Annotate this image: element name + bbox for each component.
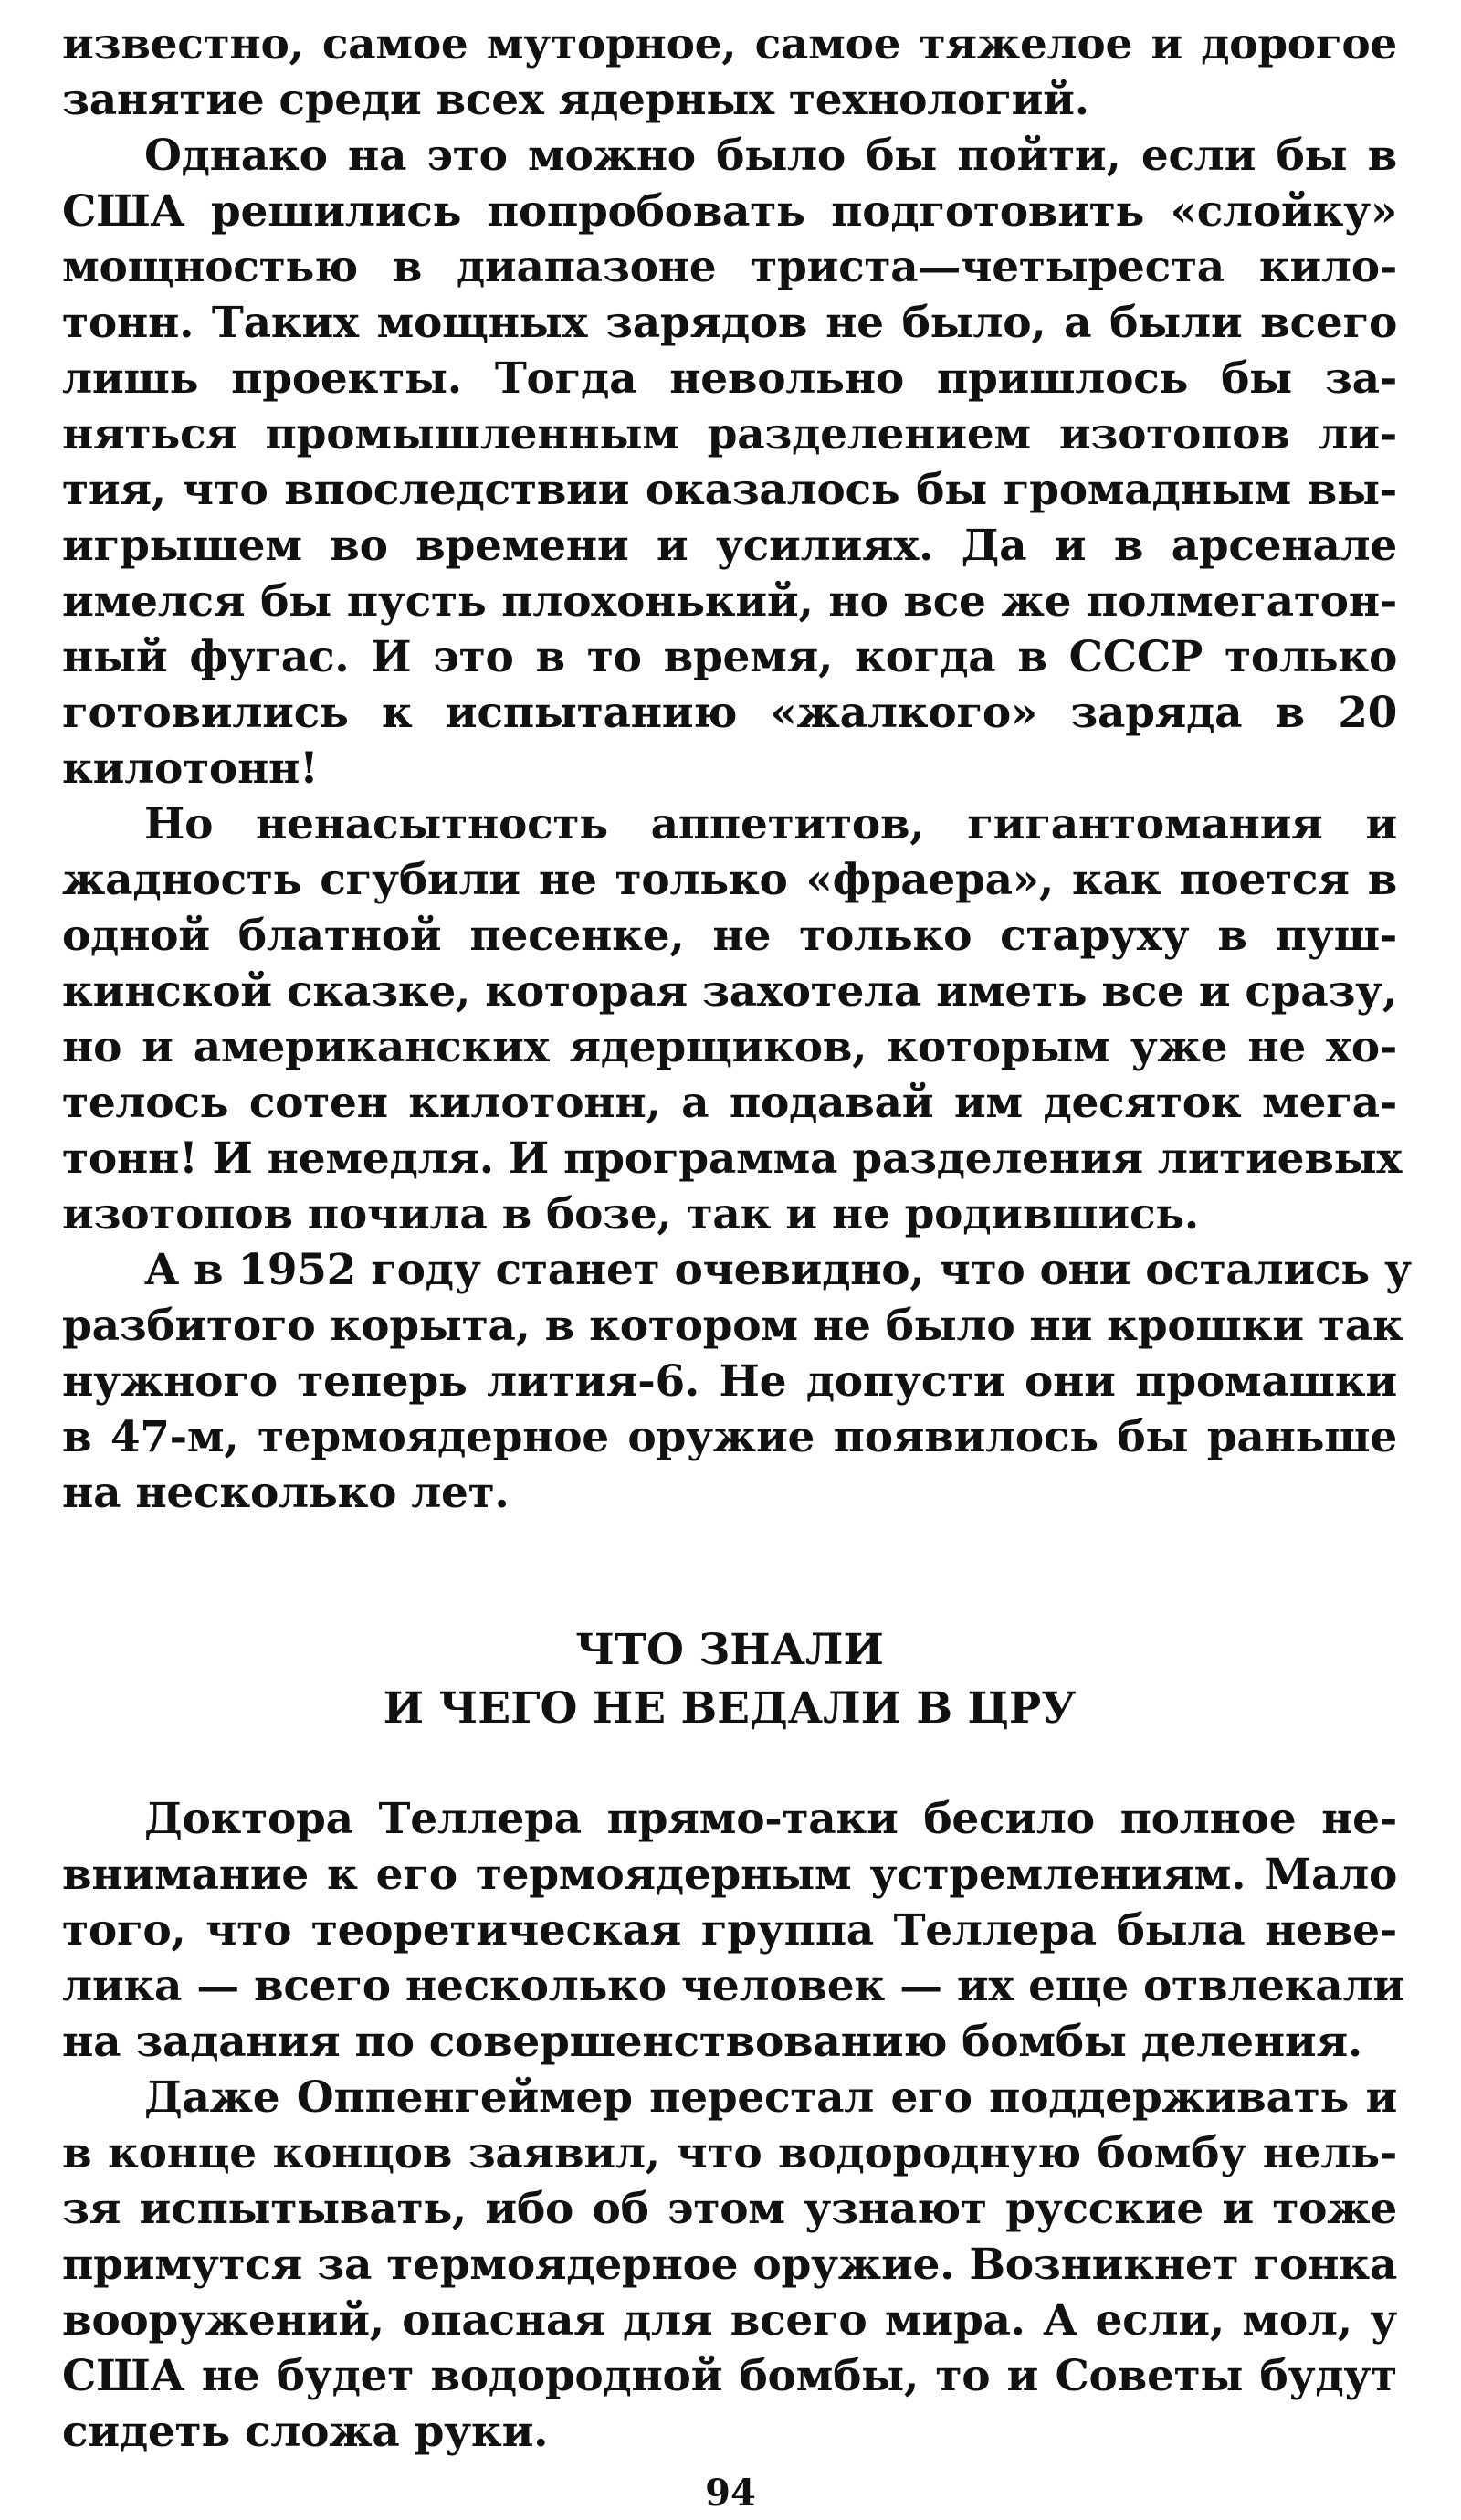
text-line: телось сотен килотонн, а подавай им десяток мега-: [62, 1078, 1397, 1128]
paragraph-0: [62, 16, 1397, 128]
text-line: США решились попробовать подготовить «слойку»: [62, 186, 1397, 237]
text-line: игрышем во времени и усилиях. Да и в арсенале: [62, 521, 1397, 571]
text-line: занятие среди всех ядерных технологий.: [62, 75, 1089, 125]
text-line: тия, что впоследствии оказалось бы громадным вы-: [62, 465, 1397, 515]
text-line: килотонн!: [62, 743, 319, 794]
text-line: вооружений, опасная для всего мира. А если, мол, у: [62, 2295, 1397, 2346]
text-line: Однако на это можно было бы пойти, если бы в: [144, 131, 1397, 181]
text-line: кинской сказке, которая захотела иметь все и сразу,: [62, 966, 1397, 1017]
text-line: готовились к испытанию «жалкого» заряда в 20: [62, 688, 1397, 738]
text-line: известно, самое муторное, самое тяжелое и дорогое: [62, 19, 1397, 69]
text-line: тонн! И немедля. И программа разделения литиевых: [62, 1133, 1403, 1184]
text-line: Доктора Теллера прямо-таки бесило полное не-: [144, 1794, 1397, 1844]
page-number: 94: [705, 2472, 756, 2515]
text-line: примутся за термоядерное оружие. Возникнет гонка: [62, 2240, 1397, 2290]
text-line: США не будет водородной бомбы, то и Советы будут: [62, 2351, 1397, 2401]
heading-line: И ЧЕГО НЕ ВЕДАЛИ В ЦРУ: [383, 1683, 1077, 1734]
text-line: зя испытывать, ибо об этом узнают русские и тоже: [62, 2184, 1397, 2234]
text-line: няться промышленным разделением изотопов ли-: [62, 409, 1397, 459]
paragraph-4: [62, 1791, 1404, 2070]
text-line: в конце концов заявил, что водородную бомбу нель-: [62, 2128, 1397, 2178]
paragraph-5: [62, 2070, 1397, 2460]
text-line: тонн. Таких мощных зарядов не было, а были всего: [62, 298, 1397, 348]
text-line: ный фугас. И это в то время, когда в СССР только: [62, 632, 1397, 682]
text-line: лишь проекты. Тогда невольно пришлось бы за-: [62, 353, 1397, 404]
text-line: изотопов почила в бозе, так и не родившись.: [62, 1189, 1199, 1239]
paragraph-1: [62, 128, 1397, 796]
paragraph-2: [62, 796, 1403, 1242]
text-line: но и американских ядерщиков, которым уже не хо-: [62, 1022, 1397, 1072]
text-line: имелся бы пусть плохонький, но все же полмегатон-: [62, 576, 1397, 627]
text-line: Но ненасытность аппетитов, гигантомания и: [144, 799, 1397, 849]
text-line: жадность сгубили не только «фраера», как поется в: [62, 855, 1397, 905]
paragraph-3: [62, 1242, 1412, 1521]
text-line: на задания по совершенствованию бомбы деления.: [62, 2017, 1362, 2067]
text-line: лика — всего несколько человек — их еще отвлекали: [62, 1961, 1404, 2011]
text-line: на несколько лет.: [62, 1468, 510, 1518]
text-line: в 47-м, термоядерное оружие появилось бы раньше: [62, 1412, 1397, 1462]
text-line: мощностью в диапазоне триста—четыреста кило-: [62, 242, 1397, 292]
text-line: одной блатной песенке, не только старуху в пуш-: [62, 911, 1397, 961]
text-line: внимание к его термоядерным устремлениям. Мало: [62, 1850, 1397, 1900]
heading-line: ЧТО ЗНАЛИ: [575, 1625, 884, 1675]
text-line: Даже Оппенгеймер перестал его поддерживать и: [144, 2072, 1397, 2123]
text-line: сидеть сложа руки.: [62, 2407, 549, 2457]
text-line: нужного теперь лития-6. Не допусти они промашки: [62, 1356, 1397, 1407]
section-heading: [62, 1621, 1397, 1738]
heading-spacer: [62, 1738, 1397, 1791]
text-line: разбитого корыта, в котором не было ни крошки так: [62, 1301, 1403, 1351]
book-page: [62, 16, 1412, 2460]
section-spacer: [62, 1521, 1397, 1621]
text-line: того, что теоретическая группа Теллера была неве-: [62, 1905, 1397, 1956]
text-line: А в 1952 году станет очевидно, что они остались у: [144, 1245, 1412, 1295]
